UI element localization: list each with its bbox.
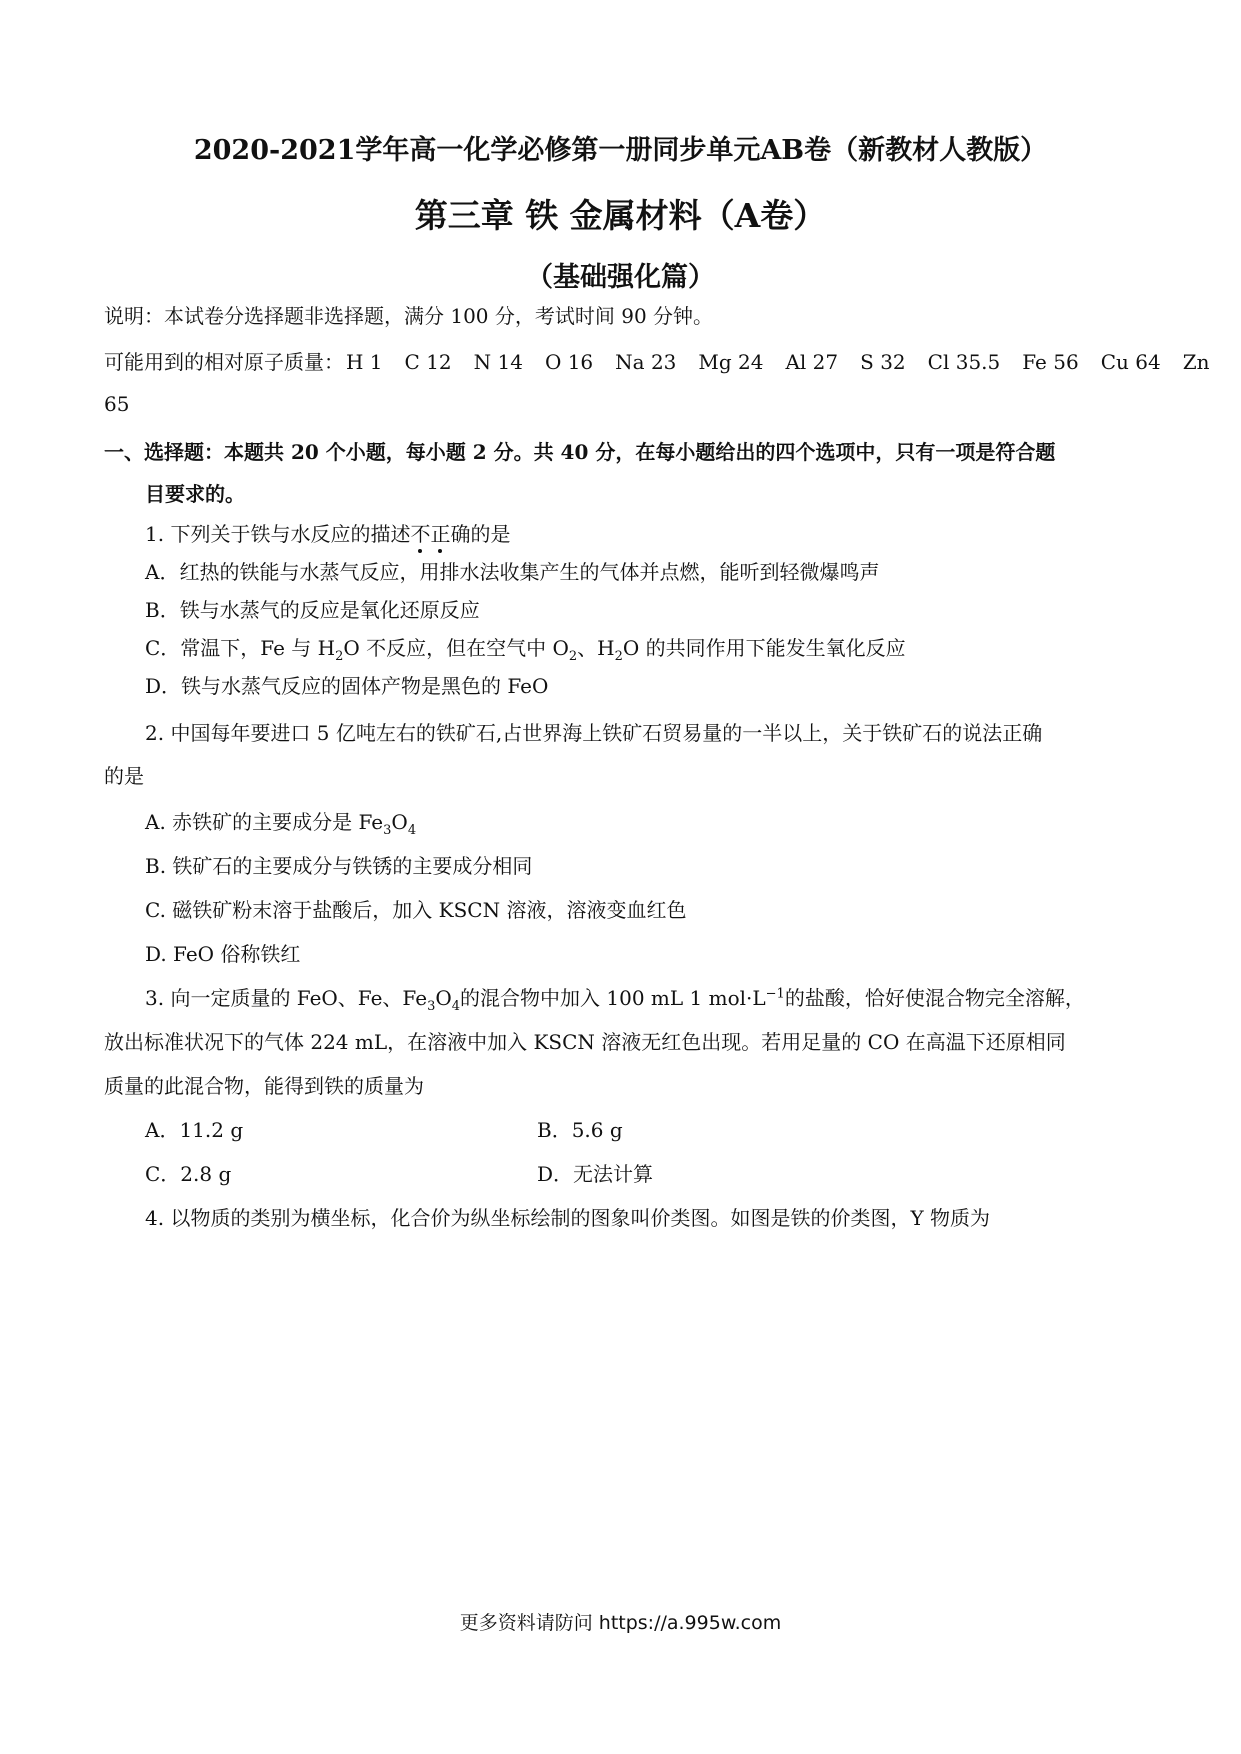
- question-1-option-b: B．铁与水蒸气的反应是氧化还原反应: [145, 598, 480, 622]
- atomic-mass-item: Zn: [1182, 350, 1210, 374]
- question-3-option-c: C．2.8 g: [145, 1162, 232, 1186]
- emphasis-mark: 正: [430, 522, 451, 546]
- question-3-stem-line-3: 质量的此混合物，能得到铁的质量为: [104, 1074, 424, 1098]
- atomic-mass-item: H 1: [346, 350, 383, 374]
- exam-title: 2020-2021学年高一化学必修第一册同步单元AB卷（新教材人教版）: [193, 135, 1048, 166]
- question-3-option-a: A．11.2 g: [145, 1118, 244, 1142]
- question-1-option-c: C．常温下，Fe 与 $H_2O$ 不反应，但在空气中 $O_2$、$H_2O$ 的共同作用下能发生氧化反应: [145, 636, 906, 664]
- question-2-option-b: B. 铁矿石的主要成分与铁锈的主要成分相同: [145, 854, 533, 878]
- question-3-stem-line-2: 放出标准状况下的气体 224 mL，在溶液中加入 KSCN 溶液无红色出现。若用足量的 CO 在高温下还原相同: [104, 1030, 1066, 1054]
- atomic-mass-tail: 65: [104, 392, 130, 416]
- question-2-stem-continued: 的是: [104, 764, 144, 788]
- section-subtitle: （基础强化篇）: [526, 262, 715, 293]
- atomic-mass-item: Mg 24: [698, 350, 764, 374]
- atomic-mass-item: O 16: [544, 350, 594, 374]
- atomic-mass-label: 可能用到的相对原子质量：: [104, 350, 344, 374]
- question-2-option-a: A. 赤铁矿的主要成分是 $Fe_3O_4$: [145, 810, 417, 838]
- question-2-stem: 2. 中国每年要进口 5 亿吨左右的铁矿石,占世界海上铁矿石贸易量的一半以上，关于铁矿石的说法正确: [145, 721, 1043, 745]
- exam-note: 说明：本试卷分选择题非选择题，满分 100 分，考试时间 90 分钟。: [104, 304, 714, 328]
- chapter-title: 第三章 铁 金属材料（A卷）: [414, 196, 827, 235]
- question-2-option-c: C. 磁铁矿粉末溶于盐酸后，加入 KSCN 溶液，溶液变血红色: [145, 898, 687, 922]
- atomic-mass-item: C 12: [404, 350, 452, 374]
- atomic-mass-item: Al 27: [785, 350, 839, 374]
- atomic-mass-item: Na 23: [615, 350, 677, 374]
- question-2-option-d: D. FeO 俗称铁红: [145, 942, 301, 966]
- question-3-option-d: D．无法计算: [537, 1162, 654, 1186]
- atomic-mass-item: N 14: [473, 350, 523, 374]
- question-1-option-a: A．红热的铁能与水蒸气反应，用排水法收集产生的气体并点燃，能听到轻微爆鸣声: [145, 560, 880, 584]
- section-heading: 一、选择题：本题共 20 个小题，每小题 2 分。共 40 分，在每小题给出的四个选项中，只有一项是符合题: [104, 440, 1056, 464]
- question-1-stem: 1. 下列关于铁与水反应的描述不正确的是: [145, 522, 511, 546]
- emphasis-mark: 不: [410, 522, 431, 546]
- atomic-mass-item: Cl 35.5: [927, 350, 1001, 374]
- question-1-option-d: D．铁与水蒸气反应的固体产物是黑色的 FeO: [145, 674, 549, 698]
- footer-link[interactable]: 更多资料请防问 https://a.995w.com: [459, 1612, 782, 1634]
- section-heading-continued: 目要求的。: [145, 482, 245, 506]
- atomic-mass-item: Fe 56: [1022, 350, 1079, 374]
- atomic-mass-item: S 32: [860, 350, 906, 374]
- atomic-mass-list: [104, 346, 1209, 375]
- atomic-mass-item: Cu 64: [1100, 350, 1161, 374]
- question-3-option-b: B．5.6 g: [537, 1118, 623, 1142]
- question-3-stem: 3. 向一定质量的 FeO、Fe、$Fe_3O_4$的混合物中加入 100 mL 1 $mol\cdot L^{-1}$的盐酸，恰好使混合物完全溶解，: [145, 986, 1085, 1014]
- question-4-stem: 4. 以物质的类别为横坐标，化合价为纵坐标绘制的图象叫价类图。如图是铁的价类图，Y 物质为: [145, 1206, 990, 1230]
